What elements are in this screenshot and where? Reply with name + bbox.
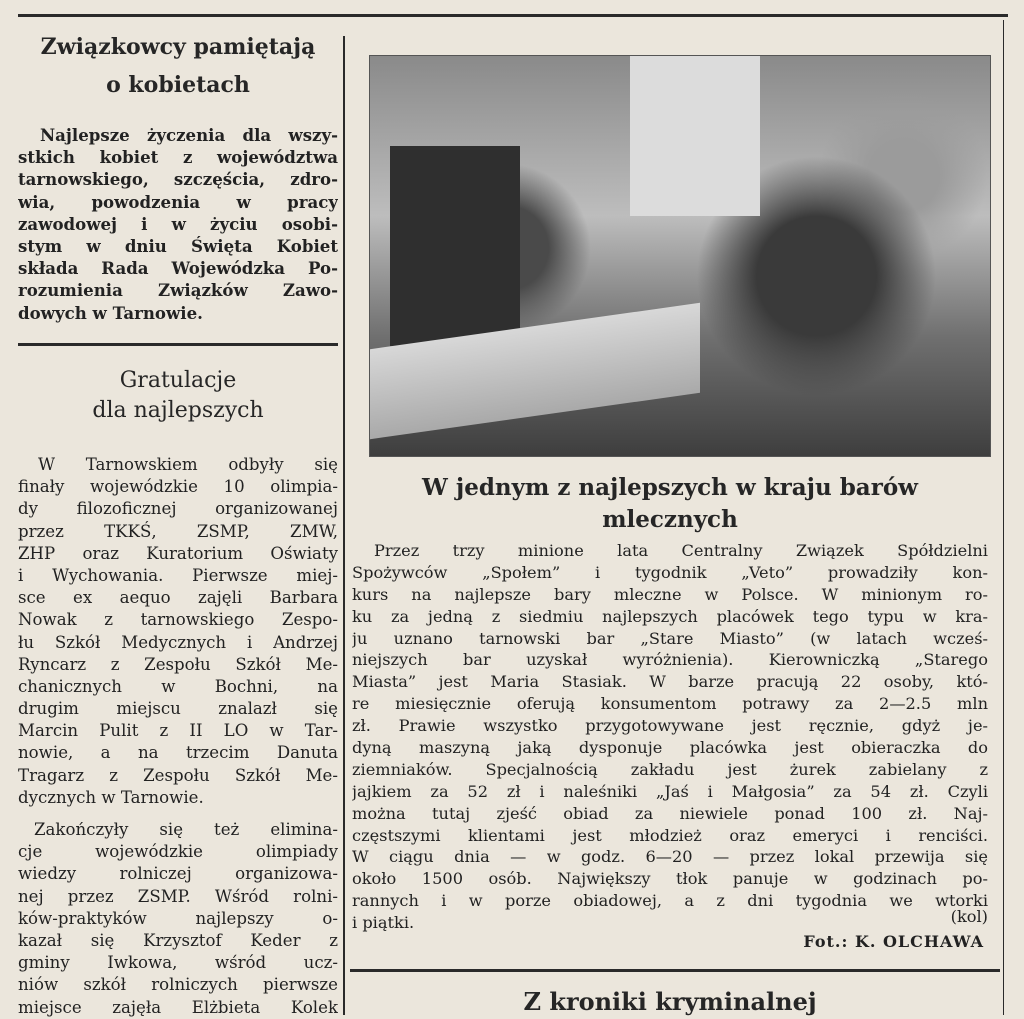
text-line: Nowak z tarnowskiego Zespo-: [18, 610, 338, 630]
text-line: Spożywców „Społem” i tygodnik „Veto” prowadziły kon-: [352, 562, 988, 582]
milk-bar-photo: [369, 55, 991, 457]
text-line: ziemniaków. Specjalnością zakładu jest żurek zabielany z: [352, 759, 988, 779]
text-line: Zakończyły się też elimina-: [34, 820, 338, 839]
text-line: niejszych bar uzyskał wyróżnienia). Kierowniczką „Starego: [352, 650, 988, 670]
text-line: kazał się Krzysztof Keder z: [18, 930, 338, 950]
text-line: miejsce zajęła Elżbieta Kolek: [18, 997, 338, 1017]
article-divider-right: [350, 969, 1000, 972]
text-line: łu Szkół Medycznych i Andrzej: [18, 632, 338, 652]
text-line: chanicznych w Bochni, na: [18, 676, 338, 696]
text-line: wiedzy rolniczej organizowa-: [18, 864, 338, 884]
title-line: mlecznych: [602, 506, 738, 533]
text-line: przez TKKŚ, ZSMP, ZMW,: [18, 521, 338, 541]
text-line: Przez trzy minione lata Centralny Związek Spółdzielni: [374, 541, 988, 560]
text-line: cje wojewódzkie olimpiady: [18, 842, 338, 862]
top-rule: [18, 14, 1008, 17]
text-line: drugim miejscu znalazł się: [18, 699, 338, 719]
title-line: Gratulacje: [119, 368, 237, 393]
text-line: rannych i w porze obiadowej, a z dni tygodnia we wtorki: [352, 891, 988, 911]
photo-window-area: [390, 146, 520, 346]
text-line: jajkiem za 52 zł i naleśniki „Jaś i Małgosia” za 54 zł. Czyli: [352, 781, 988, 801]
photo-credit: Fot.: K. OLCHAWA: [803, 932, 984, 951]
text-line: stym w dniu Święta Kobiet: [18, 235, 338, 256]
text-line: i piątki.: [352, 913, 415, 933]
title-line: Związkowcy pamiętają: [40, 34, 316, 60]
text-line: nowie, a na trzecim Danuta: [18, 743, 338, 763]
article-union-body: [18, 124, 338, 324]
text-line: ZHP oraz Kuratorium Oświaty: [18, 543, 338, 563]
text-line: zł. Prawie wszystko przygotowywane jest ręcznie, gdyż je-: [352, 716, 988, 736]
title-line: dla najlepszych: [92, 398, 264, 423]
text-line: ju uznano tarnowski bar „Stare Miasto” (w latach wcześ-: [352, 628, 988, 648]
text-line: Ryncarz z Zespołu Szkół Me-: [18, 654, 338, 674]
text-line: Najlepsze życzenia dla wszy-: [40, 125, 338, 145]
text-line: Miasta” jest Maria Stasiak. W barze pracują 22 osoby, któ-: [352, 672, 988, 692]
column-divider: [343, 36, 345, 1015]
article-milk-bar-title: [352, 472, 988, 536]
text-line: nej przez ZSMP. Wśród rolni-: [18, 886, 338, 906]
article-olympiad-body: [18, 454, 338, 1019]
text-line: dycznych w Tarnowie.: [18, 787, 204, 807]
text-line: W ciągu dnia — w godz. 6—20 — przez lokal przewija się: [352, 847, 988, 867]
text-line: kurs na najlepsze bary mleczne w Polsce. W minionym ro-: [352, 584, 988, 604]
text-line: dy filozoficznej organizowanej: [18, 499, 338, 519]
article-crime-title: Z kroniki kryminalnej: [523, 987, 817, 1016]
author-signature: (kol): [950, 907, 988, 927]
text-line: ków-praktyków najlepszy o-: [18, 908, 338, 928]
article-crime: [352, 986, 988, 1018]
text-line: gminy Iwkowa, wśród ucz-: [18, 953, 338, 973]
text-line: re miesięcznie oferują konsumentom potrawy za 2—2.5 mln: [352, 694, 988, 714]
title-line: o kobietach: [106, 72, 250, 98]
photo-wall-area: [630, 56, 760, 216]
text-line: tarnowskiego, szczęścia, zdro-: [18, 169, 338, 190]
text-line: można tutaj zjeść obiad za niewiele ponad 100 zł. Naj-: [352, 803, 988, 823]
text-line: składa Rada Wojewódzka Po-: [18, 258, 338, 279]
text-line: zawodowej i w życiu osobi-: [18, 213, 338, 234]
right-column-divider: [1003, 20, 1004, 1015]
text-line: rozumienia Związków Zawo-: [18, 280, 338, 301]
article-milk-bar-body: [352, 540, 988, 934]
article-union-title: [18, 28, 338, 104]
article-olympiad-title: [18, 366, 338, 426]
text-line: niów szkół rolniczych pierwsze: [18, 975, 338, 995]
text-line: Marcin Pulit z II LO w Tar-: [18, 721, 338, 741]
article-union: [18, 28, 338, 323]
text-line: dyną maszyną jaką dysponuje placówka jest obieraczka do: [352, 738, 988, 758]
text-line: sce ex aequo zajęli Barbara: [18, 588, 338, 608]
text-line: ku za jedną z siedmiu najlepszych placówek tego typu w kra-: [352, 606, 988, 626]
text-line: finały wojewódzkie 10 olimpia-: [18, 477, 338, 497]
text-line: W Tarnowskiem odbyły się: [38, 455, 338, 474]
text-line: częstszymi klientami jest młodzież oraz emeryci i renciści.: [352, 825, 988, 845]
text-line: stkich kobiet z województwa: [18, 147, 338, 168]
article-milk-bar: [352, 472, 988, 951]
title-line: W jednym z najlepszych w kraju barów: [422, 474, 918, 501]
text-line: wia, powodzenia w pracy: [18, 191, 338, 212]
article-divider-left: [18, 343, 338, 346]
text-line: około 1500 osób. Największy tłok panuje w godzinach po-: [352, 869, 988, 889]
text-line: i Wychowania. Pierwsze miej-: [18, 565, 338, 585]
text-line: Tragarz z Zespołu Szkół Me-: [18, 765, 338, 785]
article-olympiad: [18, 366, 338, 1017]
text-line: dowych w Tarnowie.: [18, 302, 203, 323]
